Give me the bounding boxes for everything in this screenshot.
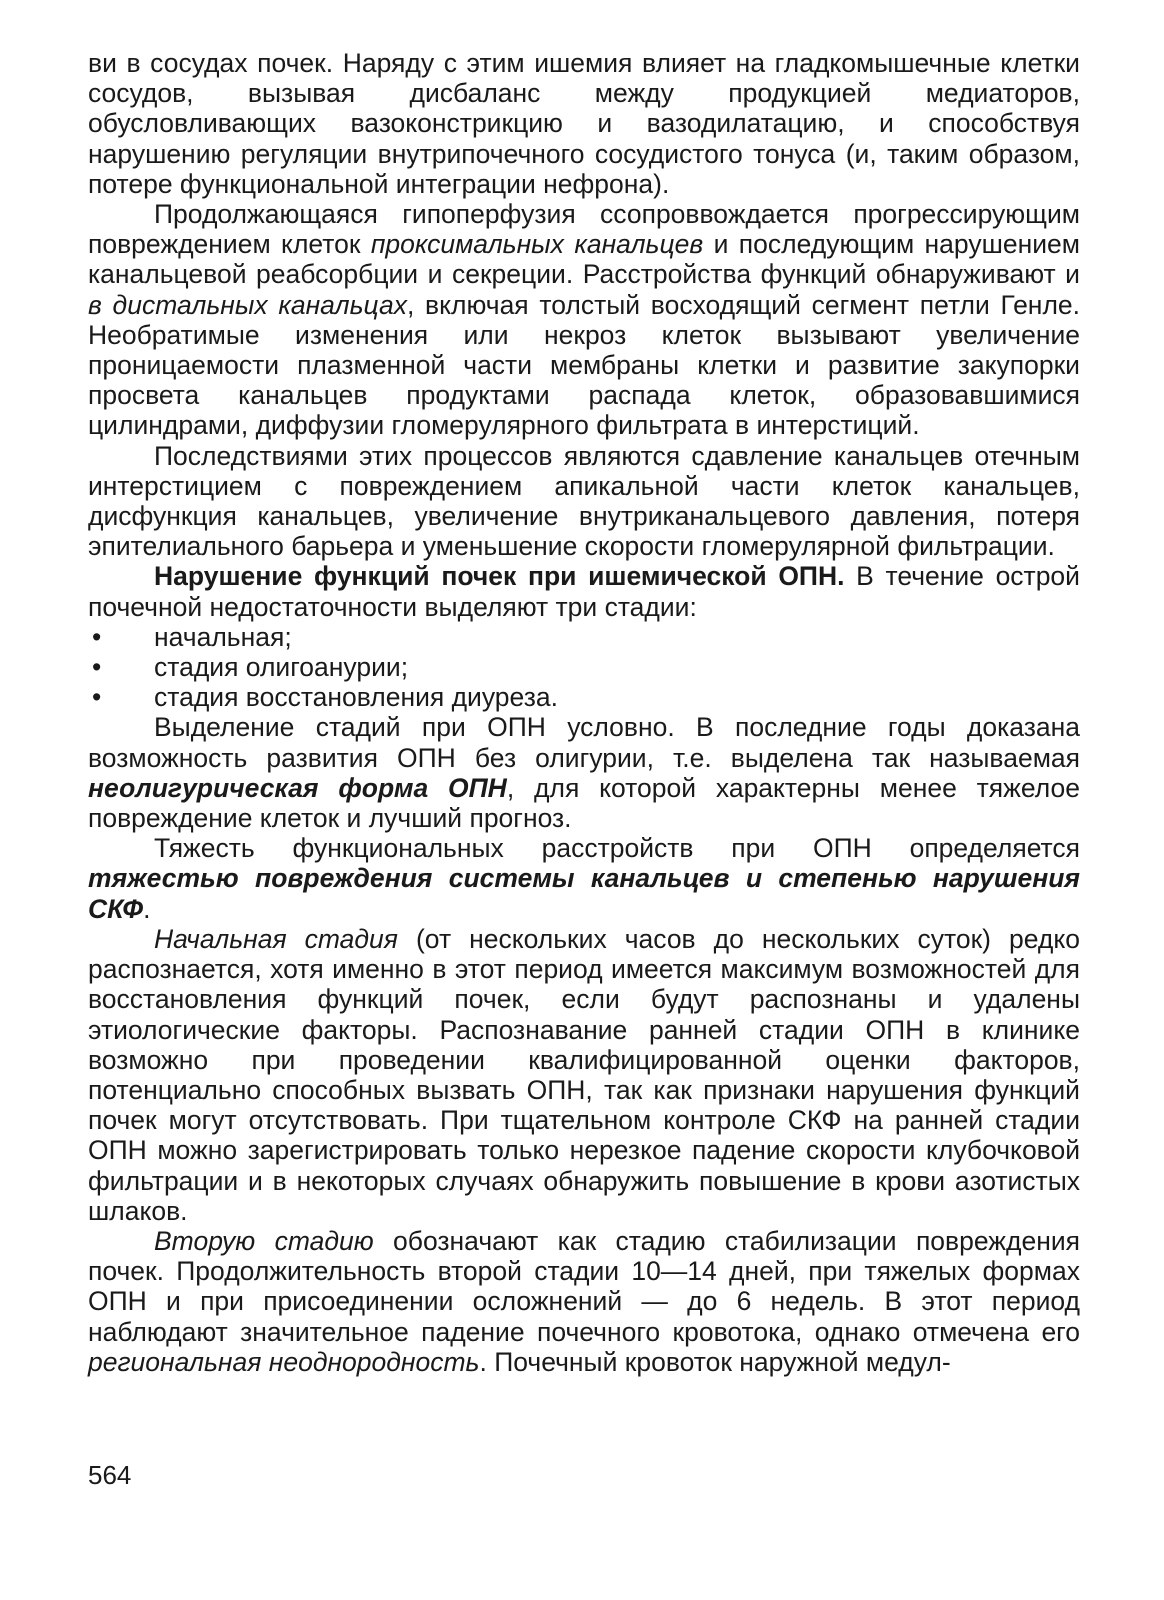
list-item <box>88 622 1080 652</box>
paragraph-text: Тяжесть функциональных расстройств при ОПН определяется <box>154 833 1080 864</box>
paragraph-text: обозначают как стадию стабилизации повреждения почек. Продолжительность второй стадии 10—14 дней, при тяжелых формах ОПН и при присоединении осложнений — до 6 недель. В этот период наблюдают значительное падение почечного кровотока, однако отмечена его <box>88 1225 1080 1347</box>
paragraph-text: . Почечный кровоток наружной медул- <box>479 1346 951 1377</box>
paragraph <box>88 561 1080 621</box>
paragraph <box>88 199 1080 441</box>
page-number: 564 <box>88 1460 132 1490</box>
emphasis-text: тяжестью повреждения системы канальцев и степенью нарушения СКФ <box>88 863 1080 924</box>
page-body <box>88 48 1080 1377</box>
paragraph-text: Последствиями этих процессов являются сдавление канальцев отечным интерстицием с повреждением апикальной части клеток канальцев, дисфункция канальцев, увеличение внутриканальцевого давления, потеря эпителиального барьера и уменьшение скорости гломерулярной фильтрации. <box>88 440 1080 562</box>
paragraph-text: и последующим нарушением канальцевой реабсорбции и секреции. Расстройства функций обнаруживают и <box>88 229 1081 290</box>
paragraph-text: Выделение стадий при ОПН условно. В последние годы доказана возможность развития ОПН без олигурии, т.е. выделена так называемая <box>88 712 1080 773</box>
paragraph-text: ви в сосудах почек. Наряду с этим ишемия влияет на гладкомышечные клетки сосудов, вызывая дисбаланс между продукцией медиаторов, обусловливающих вазоконстрикцию и вазодилатацию, и способствуя нарушению регуляции внутрипочечного сосудистого тонуса (и, таким образом, потере функциональной интеграции нефрона). <box>88 48 1080 199</box>
paragraph <box>88 441 1080 562</box>
text-block-upper <box>88 48 1080 622</box>
paragraph-text: , включая толстый восходящий сегмент петли Генле. Необратимые изменения или некроз клеток вызывают увеличение проницаемости плазменной части мембраны клетки и развитие закупорки просвета канальцев продуктами распада клеток, образовавшимися цилиндрами, диффузии гломерулярного фильтрата в интерстиций. <box>88 289 1081 441</box>
emphasis-text: региональная неоднородность <box>88 1346 480 1377</box>
paragraph <box>88 1226 1080 1377</box>
paragraph <box>88 48 1080 199</box>
bullet-icon: • <box>92 621 102 652</box>
list-item-text: стадия олигоанурии; <box>154 652 409 683</box>
emphasis-text: проксимальных канальцев <box>370 229 704 260</box>
list-item <box>88 652 1080 682</box>
paragraph <box>88 712 1080 833</box>
emphasis-text: Начальная стадия <box>154 923 398 954</box>
list-item-text: стадия восстановления диуреза. <box>154 682 558 713</box>
bullet-icon: • <box>92 652 102 683</box>
paragraph-text: . <box>143 893 151 924</box>
paragraph-text: (от нескольких часов до нескольких суток) редко распознается, хотя именно в этот период имеется максимум возможностей для восстановления функций почек, если будут распознаны и удалены этиологические факторы. Распознавание ранней стадии ОПН в клинике возможно при проведении квалифицированной оценки факторов, потенциально способных вызвать ОПН, так как признаки нарушения функций почек могут отсутствовать. При тщательном контроле СКФ на ранней стадии ОПН можно зарегистрировать только нерезкое падение скорости клубочковой фильтрации и в некоторых случаях обнаружить повышение в крови азотистых шлаков. <box>88 923 1080 1226</box>
paragraph-text: , для которой характерны менее тяжелое повреждение клеток и лучший прогноз. <box>88 772 1080 834</box>
emphasis-text: Вторую стадию <box>154 1225 374 1256</box>
text-block-lower <box>88 712 1080 1376</box>
emphasis-text: Нарушение функций почек при ишемической ОПН. <box>154 561 845 592</box>
paragraph <box>88 924 1080 1226</box>
list-item-text: начальная; <box>154 621 292 652</box>
bullet-icon: • <box>92 682 102 713</box>
paragraph <box>88 833 1080 924</box>
list-item <box>88 682 1080 712</box>
emphasis-text: в дистальных канальцах <box>88 289 407 320</box>
stages-list <box>88 622 1080 713</box>
paragraph-text: В течение острой почечной недостаточности выделяют три стадии: <box>88 561 1080 622</box>
emphasis-text: неолигурическая форма ОПН <box>88 772 507 803</box>
paragraph-text: Продолжающаяся гипоперфузия ссопроввождается прогрессирующим повреждением клеток <box>88 199 1080 260</box>
